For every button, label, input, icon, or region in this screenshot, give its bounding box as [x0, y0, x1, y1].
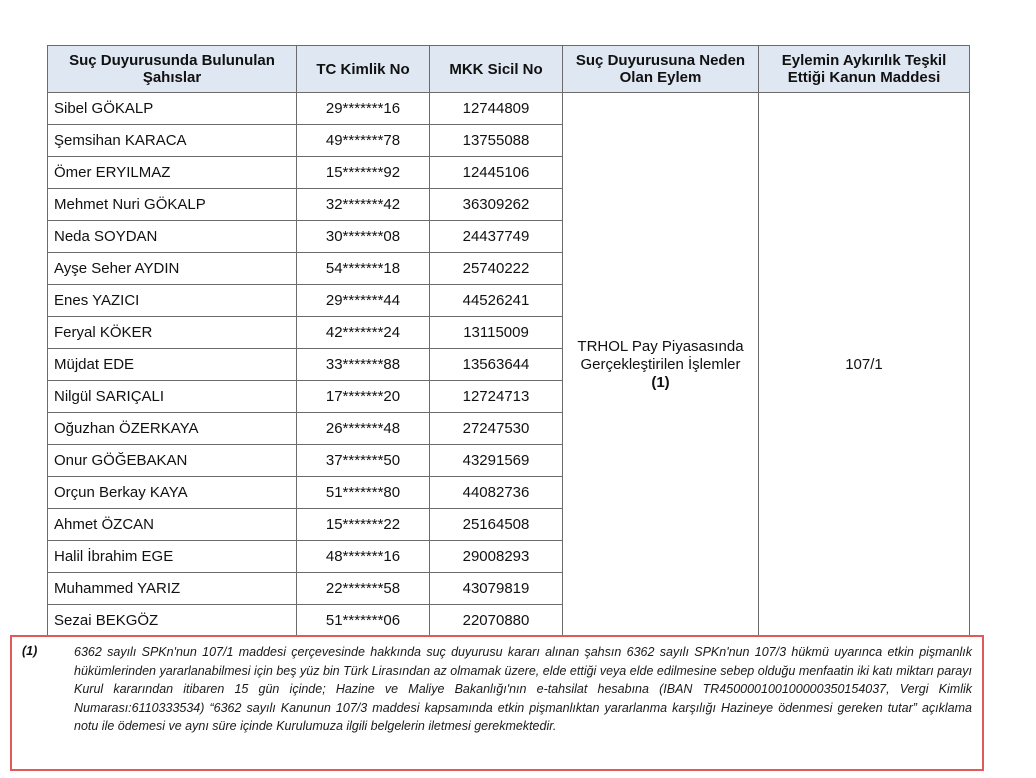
header-tc-id: TC Kimlik No	[297, 46, 430, 93]
mkk-no-cell: 12744809	[430, 93, 563, 125]
tc-id-cell: 29*******44	[297, 285, 430, 317]
header-persons: Suç Duyurusunda Bulunulan Şahıslar	[48, 46, 297, 93]
person-name-cell: Onur GÖĞEBAKAN	[48, 445, 297, 477]
tc-id-cell: 30*******08	[297, 221, 430, 253]
mkk-no-cell: 43079819	[430, 573, 563, 605]
footnote-box	[10, 635, 984, 771]
mkk-no-cell: 43291569	[430, 445, 563, 477]
person-name-cell: Ömer ERYILMAZ	[48, 157, 297, 189]
mkk-no-cell: 13115009	[430, 317, 563, 349]
tc-id-cell: 26*******48	[297, 413, 430, 445]
person-name-cell: Ayşe Seher AYDIN	[48, 253, 297, 285]
tc-id-cell: 51*******80	[297, 477, 430, 509]
mkk-no-cell: 13563644	[430, 349, 563, 381]
mkk-no-cell: 12445106	[430, 157, 563, 189]
action-footnote-ref: (1)	[651, 373, 670, 391]
footnote-text: 6362 sayılı SPKn'nun 107/1 maddesi çerçevesinde hakkında suç duyurusu kararı alınan şahsın 6362 sayılı SPKn'nun 107/3 hükmü uyarınca etkin pişmanlık hükümlerinden yararlanabilmesi için beş yüz bin Türk Lirasından az olmamak üzere, elde ettiği veya elde edilmesine sebep olduğu menfaatin iki katı miktarı parayı Kurul kararından itibaren 15 gün içinde; Hazine ve Maliye Bakanlığı'nın e-tahsilat hesabına (IBAN TR450000100100000350154037, Vergi Kimlik Numarası:6110333534) “6362 sayılı Kanunun 107/3 maddesi kapsamında etkin pişmanlıktan yararlanma karşılığı Hazineye ödenmesi gereken tutar” açıklama notu ile ödemesi ve aynı süre içinde Kurulumuza ilgili belgelerin iletmesi gerekmektedir.	[74, 645, 972, 733]
person-name-cell: Nilgül SARIÇALI	[48, 381, 297, 413]
person-name-cell: Ahmet ÖZCAN	[48, 509, 297, 541]
tc-id-cell: 29*******16	[297, 93, 430, 125]
person-name-cell: Feryal KÖKER	[48, 317, 297, 349]
person-name-cell: Orçun Berkay KAYA	[48, 477, 297, 509]
person-name-cell: Mehmet Nuri GÖKALP	[48, 189, 297, 221]
footnote-marker: (1)	[22, 644, 38, 658]
tc-id-cell: 49*******78	[297, 125, 430, 157]
law-article-cell: 107/1	[759, 93, 970, 637]
tc-id-cell: 22*******58	[297, 573, 430, 605]
mkk-no-cell: 12724713	[430, 381, 563, 413]
table-row	[48, 93, 970, 125]
mkk-no-cell: 13755088	[430, 125, 563, 157]
table-header-row	[48, 46, 970, 93]
person-name-cell: Sibel GÖKALP	[48, 93, 297, 125]
table-body	[48, 93, 970, 637]
person-name-cell: Şemsihan KARACA	[48, 125, 297, 157]
person-name-cell: Muhammed YARIZ	[48, 573, 297, 605]
tc-id-cell: 51*******06	[297, 605, 430, 637]
person-name-cell: Halil İbrahim EGE	[48, 541, 297, 573]
tc-id-cell: 33*******88	[297, 349, 430, 381]
tc-id-cell: 48*******16	[297, 541, 430, 573]
person-name-cell: Sezai BEKGÖZ	[48, 605, 297, 637]
mkk-no-cell: 27247530	[430, 413, 563, 445]
header-action: Suç Duyurusuna Neden Olan Eylem	[563, 46, 759, 93]
mkk-no-cell: 24437749	[430, 221, 563, 253]
mkk-no-cell: 22070880	[430, 605, 563, 637]
persons-table	[47, 45, 970, 637]
tc-id-cell: 54*******18	[297, 253, 430, 285]
header-law-article: Eylemin Aykırılık Teşkil Ettiği Kanun Maddesi	[759, 46, 970, 93]
person-name-cell: Enes YAZICI	[48, 285, 297, 317]
mkk-no-cell: 29008293	[430, 541, 563, 573]
tc-id-cell: 37*******50	[297, 445, 430, 477]
tc-id-cell: 32*******42	[297, 189, 430, 221]
mkk-no-cell: 25164508	[430, 509, 563, 541]
action-cell	[563, 93, 759, 637]
header-mkk-no: MKK Sicil No	[430, 46, 563, 93]
tc-id-cell: 17*******20	[297, 381, 430, 413]
mkk-no-cell: 36309262	[430, 189, 563, 221]
tc-id-cell: 15*******22	[297, 509, 430, 541]
mkk-no-cell: 44526241	[430, 285, 563, 317]
person-name-cell: Neda SOYDAN	[48, 221, 297, 253]
mkk-no-cell: 25740222	[430, 253, 563, 285]
action-text: TRHOL Pay Piyasasında Gerçekleştirilen İşlemler	[577, 337, 744, 373]
tc-id-cell: 15*******92	[297, 157, 430, 189]
tc-id-cell: 42*******24	[297, 317, 430, 349]
person-name-cell: Oğuzhan ÖZERKAYA	[48, 413, 297, 445]
mkk-no-cell: 44082736	[430, 477, 563, 509]
person-name-cell: Müjdat EDE	[48, 349, 297, 381]
